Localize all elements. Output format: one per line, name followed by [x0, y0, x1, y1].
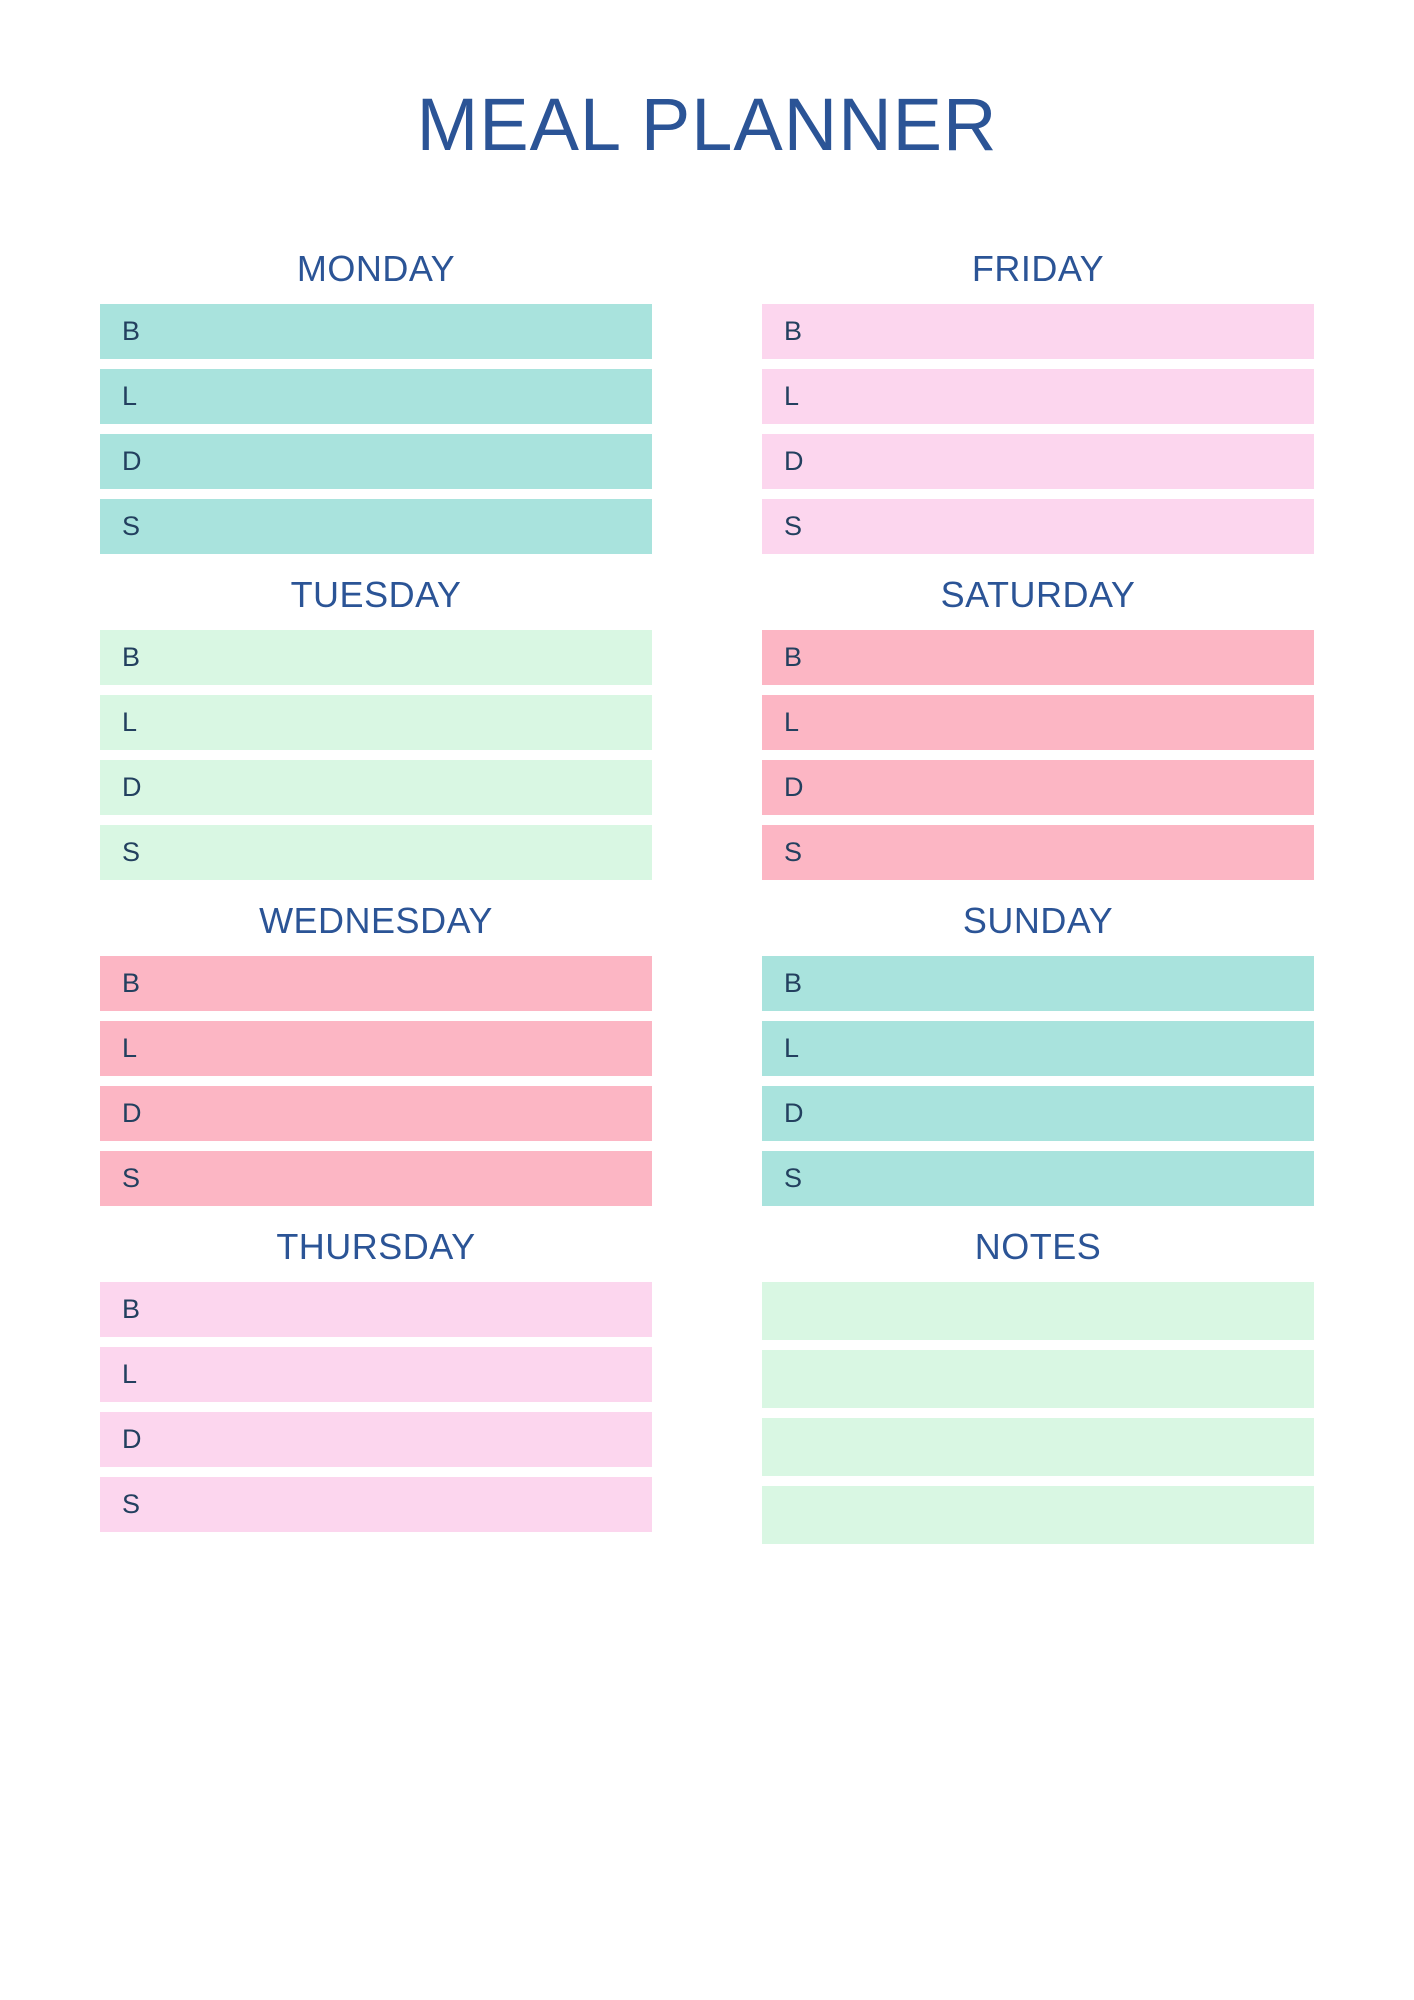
meal-row[interactable] [100, 499, 652, 554]
meal-rows [762, 630, 1314, 880]
planner-grid [0, 248, 1414, 1564]
meal-row[interactable] [100, 1477, 652, 1532]
meal-row[interactable] [762, 1021, 1314, 1076]
meal-row[interactable] [762, 956, 1314, 1011]
day-title: SATURDAY [940, 574, 1136, 615]
note-line[interactable] [762, 1350, 1314, 1408]
meal-row-label: B [122, 968, 141, 998]
meal-row[interactable] [100, 1086, 652, 1141]
meal-row-label: L [122, 1033, 138, 1063]
meal-row-label: S [122, 511, 141, 541]
meal-rows [100, 1282, 652, 1532]
page-title: MEAL PLANNER [416, 83, 998, 166]
meal-row[interactable] [100, 760, 652, 815]
day-block-friday [762, 248, 1314, 554]
day-title: SUNDAY [962, 900, 1114, 941]
meal-row-label: L [784, 1033, 800, 1063]
day-title: NOTES [974, 1226, 1102, 1267]
day-title: THURSDAY [276, 1226, 476, 1267]
meal-row[interactable] [100, 825, 652, 880]
meal-row-label: D [784, 446, 804, 476]
day-title: WEDNESDAY [259, 900, 493, 941]
meal-row[interactable] [100, 369, 652, 424]
meal-row-label: B [784, 316, 803, 346]
meal-row[interactable] [100, 1347, 652, 1402]
meal-row[interactable] [762, 760, 1314, 815]
day-title: MONDAY [296, 248, 456, 289]
meal-row[interactable] [762, 825, 1314, 880]
day-block-saturday [762, 574, 1314, 880]
meal-row-label: L [122, 707, 138, 737]
meal-row-label: B [784, 968, 803, 998]
meal-row-label: B [122, 316, 141, 346]
meal-row-label: L [784, 381, 800, 411]
meal-rows [100, 304, 652, 554]
meal-row-label: B [784, 642, 803, 672]
meal-row[interactable] [762, 630, 1314, 685]
meal-row-label: L [784, 707, 800, 737]
meal-rows [762, 1282, 1314, 1544]
day-title: FRIDAY [971, 248, 1105, 289]
meal-row-label: S [784, 1163, 803, 1193]
meal-row[interactable] [100, 1412, 652, 1467]
meal-row-label: B [122, 1294, 141, 1324]
meal-row[interactable] [100, 1151, 652, 1206]
note-line[interactable] [762, 1486, 1314, 1544]
meal-row-label: S [122, 837, 141, 867]
meal-rows [100, 956, 652, 1206]
right-column [762, 248, 1314, 1564]
meal-row[interactable] [100, 304, 652, 359]
meal-row-label: D [122, 772, 142, 802]
meal-row[interactable] [762, 695, 1314, 750]
meal-row[interactable] [762, 434, 1314, 489]
meal-row[interactable] [100, 956, 652, 1011]
meal-row-label: S [122, 1163, 141, 1193]
meal-row-label: D [122, 1098, 142, 1128]
meal-rows [762, 956, 1314, 1206]
left-column [100, 248, 652, 1564]
meal-row[interactable] [762, 499, 1314, 554]
meal-row-label: D [122, 446, 142, 476]
meal-row[interactable] [762, 369, 1314, 424]
meal-row-label: D [122, 1424, 142, 1454]
meal-row-label: D [784, 1098, 804, 1128]
meal-row[interactable] [762, 304, 1314, 359]
meal-row[interactable] [762, 1086, 1314, 1141]
meal-row-label: S [122, 1489, 141, 1519]
note-line[interactable] [762, 1418, 1314, 1476]
day-block-notes [762, 1226, 1314, 1544]
meal-rows [100, 630, 652, 880]
meal-row[interactable] [100, 1282, 652, 1337]
day-block-tuesday [100, 574, 652, 880]
meal-row-label: L [122, 1359, 138, 1389]
meal-row[interactable] [100, 695, 652, 750]
day-block-monday [100, 248, 652, 554]
day-title: TUESDAY [290, 574, 462, 615]
note-line[interactable] [762, 1282, 1314, 1340]
day-block-thursday [100, 1226, 652, 1532]
meal-row-label: L [122, 381, 138, 411]
meal-row-label: S [784, 837, 803, 867]
day-block-sunday [762, 900, 1314, 1206]
meal-row[interactable] [100, 1021, 652, 1076]
meal-row-label: D [784, 772, 804, 802]
meal-row[interactable] [762, 1151, 1314, 1206]
meal-row-label: B [122, 642, 141, 672]
meal-row-label: S [784, 511, 803, 541]
meal-row[interactable] [100, 630, 652, 685]
day-block-wednesday [100, 900, 652, 1206]
meal-rows [762, 304, 1314, 554]
meal-row[interactable] [100, 434, 652, 489]
